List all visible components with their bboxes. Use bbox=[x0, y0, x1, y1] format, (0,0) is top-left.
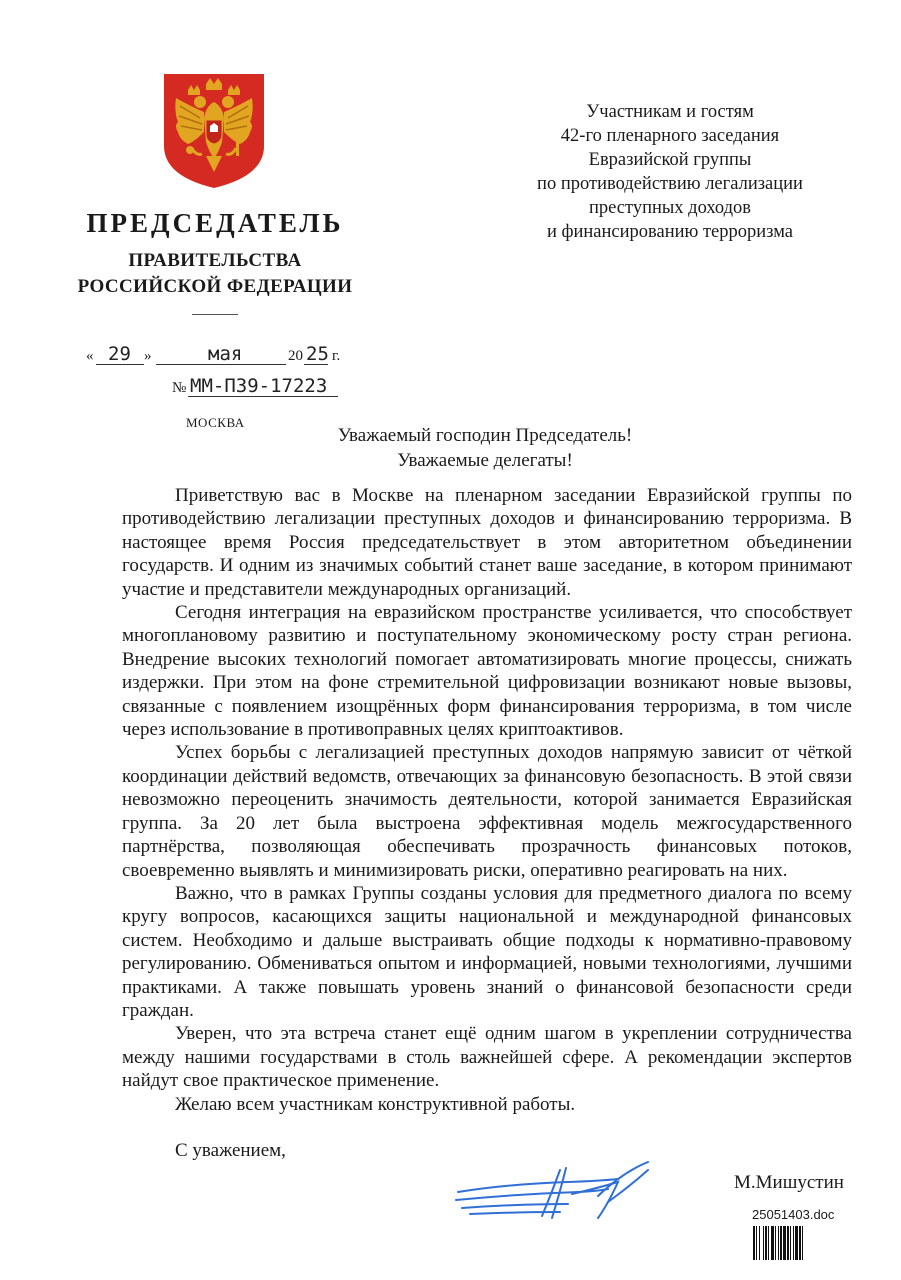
header-subtitle-line2: РОССИЙСКОЙ ФЕДЕРАЦИИ bbox=[77, 276, 353, 297]
body-paragraph: Приветствую вас в Москве на пленарном заседании Евразийской группы по противодействию легализации преступных доходов и финансированию терроризма. В настоящее время Россия председательствует в этом авторитетном объединении государств. И одним из значимых событий станет ваше заседание, в котором принимают участие и представители международных организаций. bbox=[122, 485, 852, 600]
coat-of-arms-emblem bbox=[162, 72, 266, 190]
body-paragraph: Сегодня интеграция на евразийском пространстве усиливается, что способствует многоплановому развитию и поступательному экономическому росту стран региона. Внедрение высоких технологий помогает автоматизировать многие процессы, снижать издержки. При этом на фоне стремительной цифровизации возникают новые вызовы, связанные с появлением изощрённых форм финансирования терроризма, в том числе через использование в противоправных целях криптоактивов. bbox=[122, 602, 852, 741]
body-paragraph: Успех борьбы с легализацией преступных доходов напрямую зависит от чёткой координации действий ведомств, отвечающих за финансовую безопасность. В этой связи невозможно переоценить значимость деятельности, которой занимается Евразийская группа. За 20 лет была выстроена эффективная модель межгосударственного партнёрства, позволяющая обеспечивать прозрачность финансовых потоков, своевременно выявлять и минимизировать риски, оперативно реагировать на них. bbox=[122, 742, 852, 881]
date-year-prefix: 20 bbox=[288, 348, 303, 364]
date-close-quote: » bbox=[144, 348, 152, 364]
reference-label: № bbox=[172, 380, 187, 396]
body-paragraph: Уверен, что эта встреча станет ещё одним шагом в укреплении сотрудничества между нашими государствами в столь важнейшей сфере. А рекомендации экспертов найдут свое практическое применение. bbox=[122, 1023, 852, 1092]
date-day: 29 bbox=[108, 343, 131, 365]
date-month: мая bbox=[208, 343, 243, 365]
addressee-line: Участникам и гостям bbox=[586, 102, 754, 122]
city-label: МОСКВА bbox=[186, 415, 245, 430]
salutation-line2: Уважаемые делегаты! bbox=[397, 450, 573, 471]
body-paragraph: Желаю всем участникам конструктивной работы. bbox=[175, 1093, 576, 1115]
reference-number: ММ-П39-17223 bbox=[190, 375, 328, 397]
header-divider bbox=[192, 314, 238, 315]
date-open-quote: « bbox=[86, 348, 94, 364]
reference-number-line bbox=[172, 374, 372, 402]
header-subtitle-line1: ПРАВИТЕЛЬСТВА bbox=[128, 250, 302, 271]
signer-name: М.Мишустин bbox=[734, 1172, 844, 1193]
addressee-line: по противодействию легализации bbox=[537, 174, 803, 194]
document-barcode bbox=[753, 1226, 835, 1260]
date-year-suffix: 25 bbox=[306, 343, 329, 365]
addressee-block bbox=[500, 100, 840, 244]
closing-phrase: С уважением, bbox=[175, 1140, 286, 1161]
handwritten-signature bbox=[448, 1152, 663, 1232]
addressee-line: преступных доходов bbox=[588, 198, 752, 218]
addressee-line: и финансированию терроризма bbox=[546, 222, 794, 242]
barcode-bar bbox=[803, 1226, 805, 1260]
header-title: ПРЕДСЕДАТЕЛЬ bbox=[86, 208, 344, 238]
document-id: 25051403.doc bbox=[752, 1207, 835, 1222]
salutation-line1: Уважаемый господин Председатель! bbox=[337, 425, 633, 446]
body-paragraph: Важно, что в рамках Группы созданы условия для предметного диалога по всему кругу вопросов, касающихся защиты национальной и международной финансовых систем. Необходимо и дальше выстраивать общие подходы к нормативно-правовому регулированию. Обмениваться опытом и информацией, новыми технологиями, лучшими практиками. А также повышать уровень знаний о финансовой безопасности среди граждан. bbox=[122, 882, 852, 1021]
letter-body bbox=[122, 484, 852, 1116]
addressee-line: Евразийской группы bbox=[588, 150, 752, 170]
addressee-line: 42-го пленарного заседания bbox=[560, 126, 780, 146]
date-line bbox=[86, 342, 356, 372]
date-year-abbr: г. bbox=[332, 348, 341, 364]
